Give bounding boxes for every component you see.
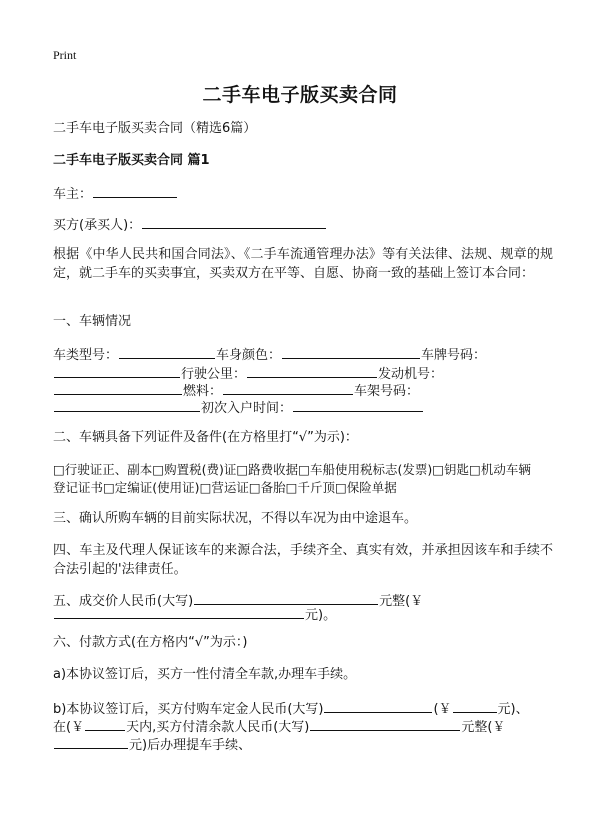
clause-4: 四、车主及代理人保证该车的来源合法，手续齐全、真实有效，并承担因该车和手续不合法引起的'法律责任。: [53, 543, 553, 577]
docs-checklist-line-1[interactable]: □行驶证正、副本□购置税(费)证□路费收据□车船使用税标志(发票)□钥匙□机动车辆: [53, 462, 531, 477]
price-end: 元)。: [305, 608, 337, 623]
model-label: 车类型号：: [53, 348, 119, 363]
mileage-blank[interactable]: [247, 364, 377, 378]
mileage-label: 行驶公里：: [181, 367, 247, 382]
model-blank[interactable]: [119, 345, 215, 359]
print-label[interactable]: Print: [53, 48, 77, 62]
payment-heading: 六、付款方式(在方格内“√”为示：): [53, 635, 248, 650]
deposit-uppercase-blank[interactable]: [324, 699, 432, 713]
balance-number-blank[interactable]: [54, 735, 128, 749]
pay-b-yuan-open: (￥: [433, 702, 452, 717]
plate-label: 车牌号码：: [421, 348, 487, 363]
docs-checklist-line-2[interactable]: 登记证书□定编证(使用证)□营运证□备胎□千斤顶□保险单据: [53, 480, 397, 495]
payment-option-b-line-1[interactable]: [53, 699, 529, 719]
price-label: 五、成交价人民币(大写): [53, 594, 194, 609]
payment-option-a[interactable]: a)本协议签订后，买方一性付清全车款,办理车手续。: [53, 667, 357, 682]
first-reg-label: 初次入户时间：: [201, 401, 293, 416]
pay-b-2-mid: 天内,买方付清余款人民币(大写): [126, 720, 310, 735]
vehicle-heading: 一、车辆情况: [53, 314, 132, 329]
fuel-blank[interactable]: [223, 381, 353, 395]
price-number-blank[interactable]: [54, 605, 304, 619]
buyer-label: 买方(承买人)：: [53, 218, 142, 233]
balance-uppercase-blank[interactable]: [310, 717, 460, 731]
frame-label: 车架号码：: [354, 384, 420, 399]
pay-b-3-end: 元)后办理提车手续、: [129, 738, 252, 753]
buyer-blank[interactable]: [142, 215, 326, 229]
price-uppercase-blank[interactable]: [194, 591, 378, 605]
plate-blank[interactable]: [54, 364, 180, 378]
owner-blank[interactable]: [93, 184, 177, 198]
clause-3: 三、确认所购车辆的目前实际状况，不得以车况为由中途退车。: [53, 511, 418, 526]
color-blank[interactable]: [282, 345, 420, 359]
owner-line: [53, 184, 178, 204]
deposit-number-blank[interactable]: [453, 699, 497, 713]
fuel-label: 燃料：: [183, 384, 223, 399]
buyer-line: [53, 215, 327, 235]
pay-b-2-end: 元整(￥: [461, 720, 506, 735]
section-title: 二手车电子版买卖合同 篇1: [53, 153, 210, 168]
days-blank[interactable]: [85, 717, 125, 731]
price-line-2: [53, 605, 336, 625]
pay-b-yuan-close: 元)、: [497, 702, 529, 717]
pay-b-label: b)本协议签订后，买方付购车定金人民币(大写): [53, 702, 324, 717]
docs-heading: 二、车辆具备下列证件及备件(在方格里打“√”为示)：: [53, 430, 358, 445]
payment-option-b-line-3: [53, 735, 251, 755]
owner-label: 车主：: [53, 187, 93, 202]
vehicle-row-4: [53, 398, 424, 418]
color-label: 车身颜色：: [216, 348, 282, 363]
document-subtitle: 二手车电子版买卖合同（精选6篇）: [53, 121, 257, 136]
engine-label: 发动机号：: [378, 367, 444, 382]
vehicle-row-1: [53, 345, 486, 365]
page-title: 二手车电子版买卖合同: [202, 84, 398, 106]
engine-blank[interactable]: [54, 381, 182, 395]
frame-blank[interactable]: [54, 398, 200, 412]
pay-b-2-start: 在(￥: [53, 720, 85, 735]
price-suffix: 元整(￥: [379, 594, 424, 609]
intro-paragraph: 根据《中华人民共和国合同法》、《二手车流通管理办法》等有关法律、法规、规章的规定，就二手车的买卖事宜，买卖双方在平等、自愿、协商一致的基础上签订本合同：: [53, 247, 553, 281]
first-reg-blank[interactable]: [293, 398, 423, 412]
payment-option-b-line-2: [53, 717, 505, 737]
